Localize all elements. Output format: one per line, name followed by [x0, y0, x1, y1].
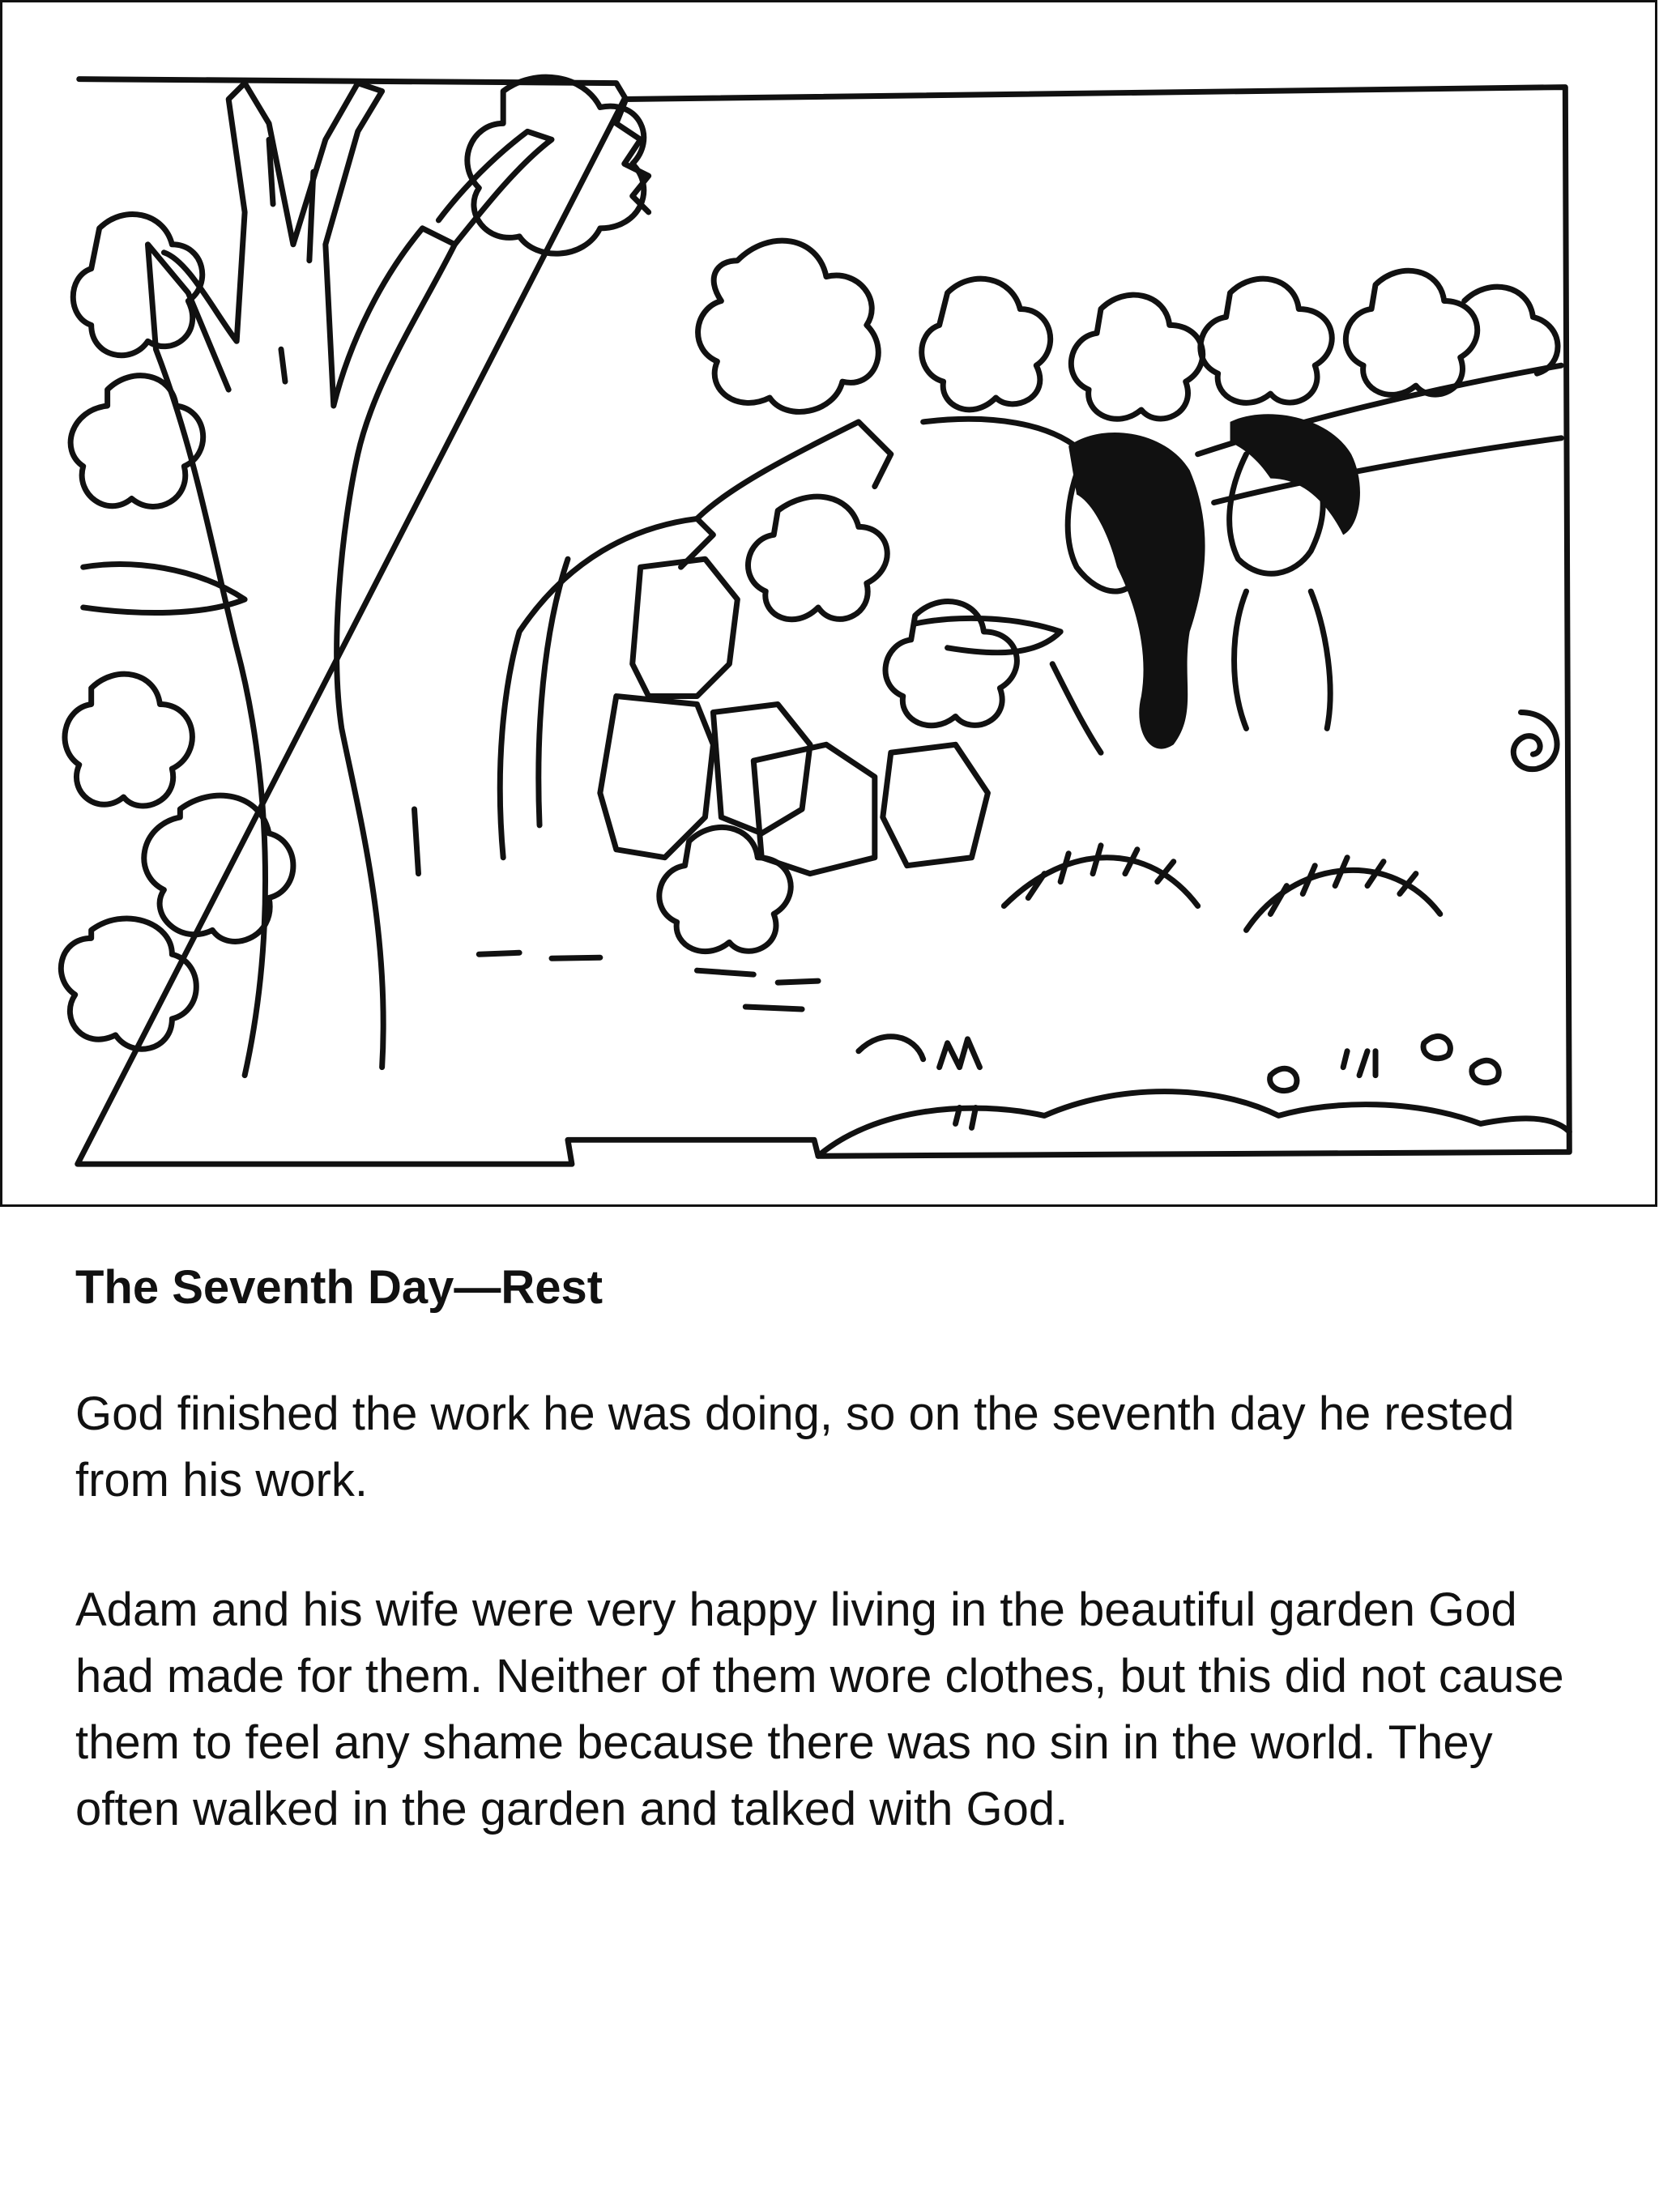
- paragraph-1: God finished the work he was doing, so on the seventh day he rested from his work.: [75, 1387, 1515, 1507]
- paragraph-2: Adam and his wife were very happy living in the beautiful garden God had made for them. Neither of them wore clothes, but this did not cause them to feel any shame because there was no sin in the world. They often walked in the garden and talked with God.: [75, 1583, 1564, 1835]
- story-text: [75, 1259, 1582, 1906]
- garden-coloring-illustration: [2, 2, 1655, 1204]
- page-title: The Seventh Day—Rest: [75, 1261, 603, 1314]
